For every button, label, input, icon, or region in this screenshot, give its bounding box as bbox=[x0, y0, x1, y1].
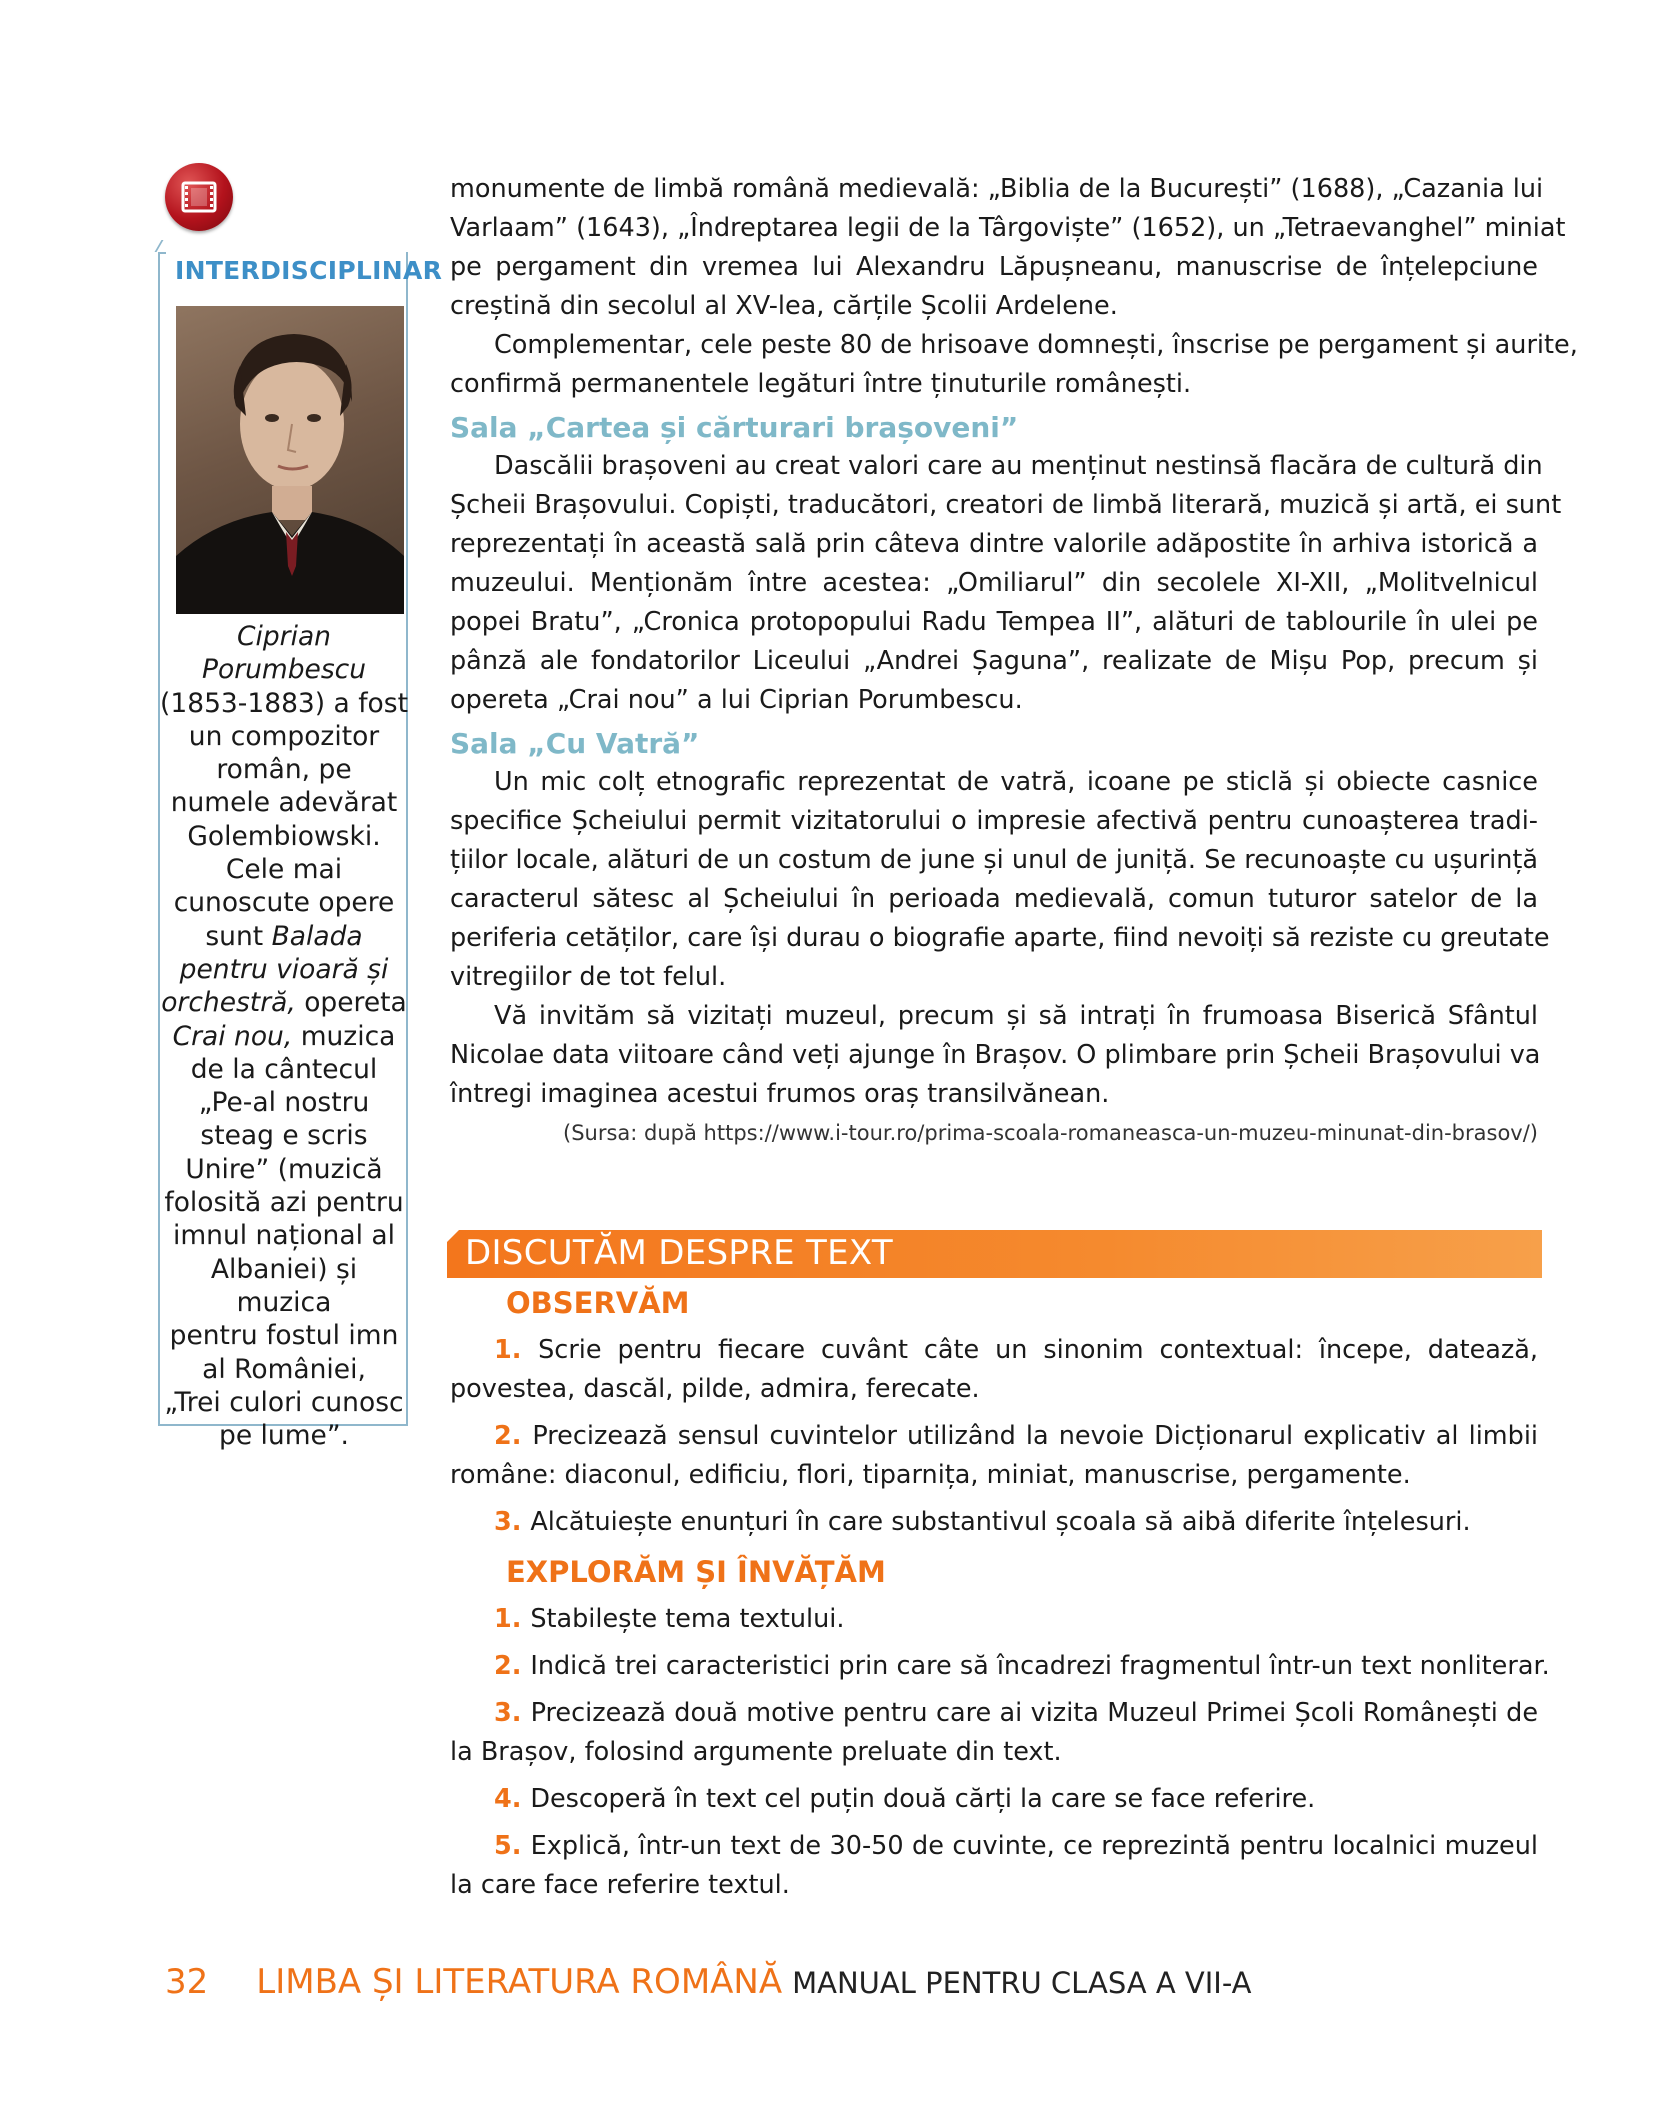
task-line bbox=[450, 1503, 1538, 1542]
tasks-section bbox=[450, 1283, 1550, 1905]
source-citation: (Sursa: după https://www.i-tour.ro/prima-scoala-romaneasca-un-muzeu-minunat-din-brasov/) bbox=[563, 1121, 1538, 1145]
task-line bbox=[450, 1694, 1538, 1733]
task-number: 5. bbox=[494, 1831, 531, 1861]
text-line: Varlaam” (1643), „Îndreptarea legii de la Târgoviște” (1652), un „Tetraevanghel” miniat bbox=[450, 213, 1566, 243]
task-text: Precizează două motive pentru care ai vizita Muzeul Primei Școli Românești de bbox=[530, 1698, 1539, 1728]
task-line bbox=[450, 1370, 1538, 1409]
task-text: Scrie pentru fiecare cuvânt câte un sinonim contextual: începe, datează, bbox=[538, 1335, 1539, 1365]
caption-line: Unire” (muzică bbox=[185, 1153, 383, 1185]
task-line bbox=[450, 1331, 1538, 1370]
section-heading-vatra: Sala „Cu Vatră” bbox=[450, 727, 700, 760]
text-line: confirmă permanentele legături între ținuturile românești. bbox=[450, 369, 1192, 399]
task-number: 2. bbox=[494, 1421, 533, 1451]
text-line: creștină din secolul al XV-lea, cărțile Școlii Ardelene. bbox=[450, 291, 1118, 321]
text-line: caracterul sătesc al Șcheiului în perioada medievală, comun tuturor satelor de la bbox=[450, 884, 1538, 914]
task-text: povestea, dascăl, pilde, admira, ferecate. bbox=[450, 1374, 980, 1404]
task-number: 1. bbox=[494, 1335, 539, 1365]
task-text: române: diaconul, edificiu, flori, tiparnița, miniat, manuscrise, pergamente. bbox=[450, 1460, 1411, 1490]
task-line bbox=[450, 1417, 1538, 1456]
manual-subtitle: MANUAL PENTRU CLASA A VII-A bbox=[792, 1966, 1252, 2000]
text-line: opereta „Crai nou” a lui Ciprian Porumbescu. bbox=[450, 685, 1023, 715]
task-line bbox=[450, 1780, 1538, 1819]
task-line bbox=[450, 1456, 1538, 1495]
task-number: 2. bbox=[494, 1651, 531, 1681]
text-line: Șcheii Brașovului. Copiști, traducători, creatori de limbă literară, muzică și artă, ei sunt bbox=[450, 490, 1562, 520]
explore-task bbox=[450, 1780, 1538, 1819]
paragraph-3 bbox=[450, 447, 1562, 720]
text-line: Un mic colț etnografic reprezentat de vatră, icoane pe sticlă și obiecte casnice bbox=[494, 767, 1538, 797]
article-body bbox=[450, 170, 1578, 1150]
text-line: Vă invităm să vizitați muzeul, precum și să intrați în frumoasa Biserică Sfântul bbox=[494, 1001, 1538, 1031]
caption-line: Porumbescu bbox=[202, 654, 366, 686]
caption-line: sunt Balada bbox=[205, 920, 363, 952]
task-text: Descoperă în text cel puțin două cărți la care se face referire. bbox=[530, 1784, 1316, 1814]
caption-line: numele adevărat bbox=[170, 787, 398, 819]
caption-line: steag e scris bbox=[200, 1120, 368, 1152]
text-line: Dascălii brașoveni au creat valori care au menținut nestinsă flacăra de cultură din bbox=[494, 451, 1543, 481]
film-icon bbox=[165, 163, 233, 231]
caption-line: Crai nou, muzica bbox=[172, 1020, 396, 1052]
caption-line: român, pe bbox=[216, 754, 352, 786]
caption-line: „Trei culori cunosc bbox=[164, 1386, 404, 1418]
caption-line: „Pe-al nostru bbox=[198, 1087, 370, 1119]
text-line: Nicolae data viitoare când veți ajunge în Brașov. O plimbare prin Șcheii Brașovului va bbox=[450, 1040, 1541, 1070]
task-text: Precizează sensul cuvintelor utilizând la nevoie Dicționarul explicativ al limbii bbox=[532, 1421, 1538, 1451]
caption-line: orchestră, opereta bbox=[161, 987, 407, 1019]
task-text: Stabilește tema textului. bbox=[530, 1604, 845, 1634]
paragraph-5 bbox=[450, 997, 1541, 1114]
portrait-image bbox=[176, 306, 404, 614]
explore-task bbox=[450, 1694, 1538, 1772]
caption-line: Cele mai bbox=[225, 854, 343, 886]
task-text: Indică trei caracteristici prin care să încadrezi fragmentul într-un text nonliterar. bbox=[530, 1651, 1550, 1681]
caption-line: al României, bbox=[202, 1353, 366, 1385]
task-text: la care face referire textul. bbox=[450, 1870, 790, 1900]
text-line: Complementar, cele peste 80 de hrisoave domnești, înscrise pe pergament și aurite, bbox=[494, 330, 1578, 360]
task-number: 4. bbox=[494, 1784, 531, 1814]
task-number: 1. bbox=[494, 1604, 531, 1634]
text-line: pe pergament din vremea lui Alexandru Lăpușneanu, manuscrise de înțelepciune bbox=[450, 252, 1538, 282]
text-line: vitregiilor de tot felul. bbox=[450, 962, 727, 992]
caption-line: pentru vioară și bbox=[179, 953, 389, 985]
task-number: 3. bbox=[494, 1698, 531, 1728]
section-heading-cartea: Sala „Cartea și cărturari brașoveni” bbox=[450, 411, 1019, 444]
task-line bbox=[450, 1600, 1538, 1639]
observe-task bbox=[450, 1503, 1538, 1542]
caption-line: pe lume”. bbox=[219, 1420, 349, 1452]
caption-line: de la cântecul bbox=[190, 1053, 378, 1085]
text-line: pânză ale fondatorilor Liceului „Andrei Șaguna”, realizate de Mișu Pop, precum și bbox=[450, 646, 1538, 676]
sidebar-title: INTERDISCIPLINAR bbox=[175, 256, 443, 285]
text-line: țiilor locale, alături de un costum de june și unul de juniță. Se recunoaște cu ușurință bbox=[450, 845, 1538, 875]
observe-tasks bbox=[450, 1331, 1538, 1542]
task-line bbox=[450, 1827, 1538, 1866]
page-number: 32 bbox=[165, 1962, 209, 2002]
observe-heading: OBSERVĂM bbox=[506, 1286, 690, 1320]
page-footer bbox=[165, 1962, 1252, 2002]
paragraph-4 bbox=[450, 763, 1550, 997]
text-line: popei Bratu”, „Cronica protopopului Radu Tempea II”, alături de tablourile în ulei pe bbox=[450, 607, 1538, 637]
caption-line: pentru fostul imn bbox=[169, 1320, 399, 1352]
paragraph-2 bbox=[450, 326, 1578, 404]
portrait-caption bbox=[160, 620, 408, 1452]
explore-heading: EXPLORĂM ȘI ÎNVĂȚĂM bbox=[506, 1555, 886, 1589]
task-line bbox=[450, 1733, 1538, 1772]
task-line bbox=[450, 1647, 1550, 1686]
explore-task bbox=[450, 1600, 1538, 1639]
text-line: monumente de limbă română medievală: „Biblia de la București” (1688), „Cazania lui bbox=[450, 174, 1544, 204]
caption-line: (1853-1883) a fost bbox=[160, 687, 408, 719]
observe-task bbox=[450, 1331, 1538, 1409]
text-line: specifice Șcheiului permit vizitatorului o impresie afectivă pentru cunoașterea tradi- bbox=[450, 806, 1538, 836]
text-line: periferia cetăților, care își durau o biografie aparte, fiind nevoiți să reziste cu greutate bbox=[450, 923, 1550, 953]
text-line: muzeului. Menționăm între acestea: „Omiliarul” din secolele XI-XII, „Molitvelnicul bbox=[450, 568, 1538, 598]
caption-line: Golembiowski. bbox=[187, 820, 381, 852]
observe-task bbox=[450, 1417, 1538, 1495]
caption-line: Albaniei) și muzica bbox=[210, 1253, 358, 1318]
text-line: întregi imaginea acestui frumos oraș transilvănean. bbox=[450, 1079, 1110, 1109]
task-text: la Brașov, folosind argumente preluate din text. bbox=[450, 1737, 1062, 1767]
paragraph-1 bbox=[450, 170, 1566, 326]
task-number: 3. bbox=[494, 1507, 531, 1537]
caption-line: folosită azi pentru bbox=[164, 1187, 404, 1219]
task-text: Explică, într-un text de 30-50 de cuvinte, ce reprezintă pentru localnici muzeul bbox=[530, 1831, 1538, 1861]
book-title: LIMBA ȘI LITERATURA ROMÂNĂ bbox=[256, 1962, 783, 2002]
caption-line: imnul național al bbox=[173, 1220, 395, 1252]
text-line: reprezentați în această sală prin câteva dintre valorile adăpostite în arhiva istorică a bbox=[450, 529, 1538, 559]
caption-line: un compozitor bbox=[188, 720, 380, 752]
discussion-banner-title: DISCUTĂM DESPRE TEXT bbox=[465, 1233, 893, 1273]
caption-line: Ciprian bbox=[237, 621, 331, 652]
task-line bbox=[450, 1866, 1538, 1905]
caption-line: cunoscute opere bbox=[173, 887, 395, 919]
task-text: Alcătuiește enunțuri în care substantivul școala să aibă diferite înțelesuri. bbox=[530, 1507, 1471, 1537]
explore-task bbox=[450, 1647, 1550, 1686]
explore-task bbox=[450, 1827, 1538, 1905]
explore-tasks bbox=[450, 1600, 1550, 1905]
